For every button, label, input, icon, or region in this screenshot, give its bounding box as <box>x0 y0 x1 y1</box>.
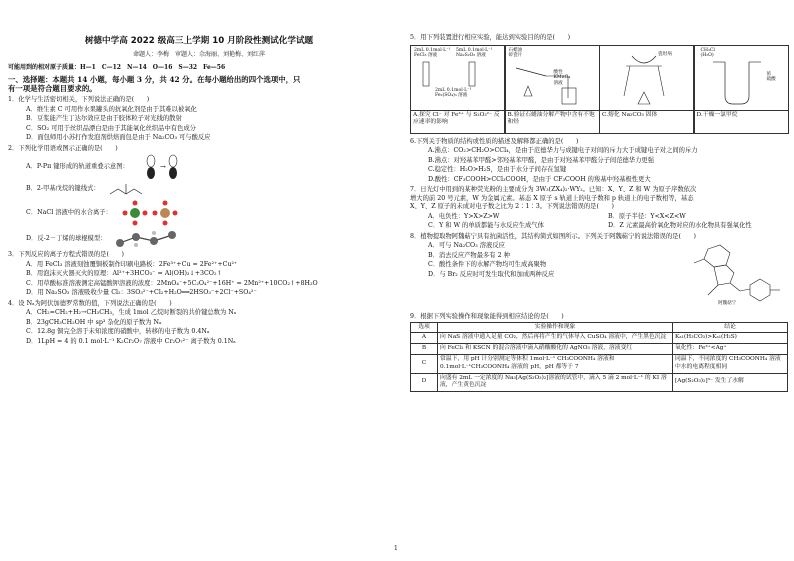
q2-option-a <box>26 154 390 180</box>
q7-line-3: X、Y、Z 原子的未成对电子数之比为 2∶1∶3。下列说法错误的是( ) <box>410 203 614 210</box>
q7-option-b: B．原子半径：Y<X<Z<W <box>608 212 686 220</box>
q2-option-d-text: D．反-2－丁烯的球棍模型： <box>26 234 107 242</box>
q6-stem: 6.下列关于物质的结构或性质的描述及解释都正确的是( ) <box>410 137 579 145</box>
q9-row-d-operation: 向盛有 2mL 一定浓度的 Na₃[Ag(S₂O₃)₂]溶液的试管中，滴入 5 滴 2 mol·L⁻¹ 的 KI 溶液，产生黄色沉淀 <box>438 373 673 392</box>
q9-row-d-conclusion: [Ag(S₂O₃)₂]³⁻ 发生了水解 <box>673 373 788 392</box>
q3-option-a: A．用 FeCl₃ 溶液刻蚀覆铜板制作印刷电路板：2Fe³⁺+Cu = 2Fe²⁺+Cu²⁺ <box>26 260 238 268</box>
ball-and-stick-model <box>114 229 184 249</box>
q4-option-a: A．CH₂=CH₂+H₂→CH₃CH₃，生成 1mol 乙烷时断裂的共价键总数为 Nₐ <box>26 309 237 317</box>
q3-stem: 3．下列反应的离子方程式错误的是( ) <box>8 251 124 259</box>
question-1 <box>8 96 390 143</box>
q1-option-c: C．SO₂ 可用于丝织品漂白是由于其能氧化丝织品中有色成分 <box>26 124 196 132</box>
apparatus-a-caption: A.探究 Cl⁻ 对 Fe³⁺ 与 S₂O₃²⁻ 反应速率的影响 <box>413 111 500 126</box>
q1-option-b: B．豆浆能产生丁达尔效应是由于胶体粒子对光线的散射 <box>26 115 182 123</box>
table-row <box>411 354 788 373</box>
label-c1: 瓷坩埚 <box>658 51 672 57</box>
q9-row-b-operation: 向 FeCl₂ 和 KSCN 的混合溶液中滴入硝酸酸化的 AgNO₃ 溶液，溶液变红 <box>438 344 673 355</box>
question-3 <box>8 251 390 298</box>
skeletal-formula-diagram <box>108 181 148 197</box>
q9-header-row <box>411 322 788 333</box>
q8-options <box>410 241 678 311</box>
table-row <box>411 373 788 392</box>
q8-structure <box>678 241 788 311</box>
label-a4: Na₂S₂O₃ 溶液 <box>456 53 486 58</box>
q4-option-b: B．23gCH₃CH₂OH 中 sp³ 杂化的原子数为 Nₐ <box>26 318 162 326</box>
q2-stem: 2．下列化学用语或图示正确的是( ) <box>8 144 118 152</box>
test-tubes-drawing <box>411 46 501 110</box>
q4-stem: 4．设 Nₐ为阿伏加德罗常数的值，下列说法正确的是( ) <box>8 299 172 307</box>
q2-option-b <box>26 181 390 197</box>
q9-row-c-conclusion: 同温下，不同浓度的 CH₃COONH₄ 溶液中水的电离程度相同 <box>673 354 788 373</box>
label-d3: 浓 <box>766 71 772 77</box>
q9-row-c-operation: 常温下，用 pH 计分别测定等体积 1mol·L⁻¹ CH₃COONH₄ 溶液和 0.1mol·L⁻¹CH₃COONH₄ 溶液的 pH，pH 都等于 7 <box>438 354 673 373</box>
q2-option-a-text: A．P-Pπ 键形成的轨道重叠示意图： <box>26 162 129 170</box>
question-8 <box>410 233 788 312</box>
q9-row-d-option: D <box>411 373 438 392</box>
apparatus-d <box>694 45 789 134</box>
q8-option-a: A．可与 Na₂CO₃ 溶液反应 <box>428 242 505 249</box>
label-b3: 酸性 <box>553 69 563 75</box>
atomic-masses: 可能用到的相对原子质量：H—1 C—12 N—14 O—16 S—32 Fe—56 <box>8 63 226 71</box>
apparatus-d-figure <box>695 46 788 111</box>
label-a3: 5mL 0.1mol·L⁻¹ <box>456 47 493 53</box>
apparatus-c-caption: C.熔化 Na₂CO₃ 固体 <box>602 111 658 118</box>
q4-option-d: D．1LpH = 4 的 0.1 mol·L⁻¹ K₂Cr₂O₇ 溶液中 Cr₂O₇²⁻ 离子数为 0.1Nₐ <box>26 337 236 345</box>
q9-row-a-conclusion: Kₐ₁(H₂CO₃)>Kₐ₁(H₂S) <box>673 333 788 344</box>
q1-option-a: A．维生素 C 可用作水果罐头的抗氧化剂是由于其难以被氧化 <box>26 105 197 113</box>
q1-option-d: D．面包师用小苏打作发泡剂烘焙面包是由于 Na₂CO₃ 可与酸反应 <box>26 134 211 142</box>
apparatus-b-figure <box>506 46 599 111</box>
q6-option-d: D.酸性：CF₃COOH>CCl₃COOH，是由于 CF₃COOH 的羧基中羟基极性更大 <box>428 175 651 183</box>
table-row <box>411 333 788 344</box>
hydrated-ion-diagram <box>120 198 180 228</box>
q8-option-b: B．消去反应产物最多有 2 种 <box>428 251 510 259</box>
q9-row-c-option: C <box>411 354 438 373</box>
svg-text:→: → <box>159 163 166 172</box>
q9-header-operation: 实验操作和现象 <box>438 322 673 333</box>
apparatus-a-figure <box>411 46 504 111</box>
q9-row-a-operation: 向 NaS 溶液中通入足量 CO₂，然后再将产生的气体导入 CuSO₄ 溶液中，产生黑色沉淀 <box>438 333 673 344</box>
q6-option-c: C.稳定性：H₂O>H₂S，是由于水分子间存在氢键 <box>428 166 567 173</box>
apparatus-a <box>410 45 505 134</box>
exam-title: 树德中学高 2022 级高三上学期 10 月阶段性测试化学试题 <box>84 36 314 46</box>
question-5 <box>410 34 788 134</box>
page-number: 1 <box>394 545 398 552</box>
question-6 <box>410 138 788 185</box>
label-b4: KMnO₄ <box>553 75 571 80</box>
q9-header-conclusion: 结论 <box>673 322 788 333</box>
label-a2: FeCl₃ 溶液 <box>414 53 438 58</box>
cracking-apparatus-drawing <box>506 46 596 110</box>
apparatus-d-caption: D.干燥一氯甲烷 <box>696 111 738 118</box>
q3-option-b: B．用泡沫灭火器灭火的原理：Al³⁺+3HCO₃⁻ = Al(OH)₃↓+3CO₂↑ <box>26 270 222 278</box>
q3-option-c: C．用草酸标准溶液测定高锰酸钾溶液的浓度：2MnO₄⁻+5C₂O₄²⁻+16H⁺ = 2Mn²⁺+10CO₂↑+8H₂O <box>26 279 318 287</box>
apparatus-row <box>410 45 788 134</box>
question-7 <box>410 186 788 231</box>
q8-body <box>410 241 788 311</box>
section-line-2: 有一项是符合题目要求的。 <box>8 84 97 94</box>
q7-line-2: 增大的前 20 号元素，W 为金属元素。基态 X 原子 s 轨道上的电子数和 p 轨道上的电子数相等，基态 <box>410 194 694 202</box>
q9-table <box>410 322 788 393</box>
q9-row-b-conclusion: 氧化性：Fe³⁺<Ag⁺ <box>673 344 788 355</box>
label-b2: 碎瓷片 <box>508 53 523 58</box>
q6-option-a: A.沸点：CO₂>CH₂O>CCl₄，是由于范德华力与成键电子对间的斥力大于成键电子对之间的斥力 <box>428 147 698 154</box>
q7-options-ab <box>428 213 788 222</box>
label-d2: (H₂O) <box>700 53 714 58</box>
q8-option-c: C．酸性条件下的水解产物均可生成高聚物 <box>428 261 547 268</box>
left-column <box>8 0 390 561</box>
apparatus-c-figure <box>600 46 693 111</box>
author-line: 命题人：李梅 审题人：佘海丽、刘艳梅、刘红萍 <box>132 50 265 58</box>
q1-stem: 1．化学与生活密切相关，下列说法正确的是( ) <box>8 96 150 104</box>
q7-option-a: A．电负性：Y>X>Z>W <box>428 212 500 220</box>
label-a5: 2mL 0.1mol·L⁻¹ <box>435 87 472 93</box>
label-a6: Fe₂(SO₄)₃ 溶液 <box>435 93 468 98</box>
table-row <box>411 344 788 355</box>
q9-header-option: 选项 <box>411 322 438 333</box>
apparatus-b <box>505 45 600 134</box>
q9-row-a-option: A <box>411 333 438 344</box>
q5-stem: 5．用下列装置进行相应实验，能达到实验目的的是( ) <box>410 34 571 41</box>
label-b5: 溶液 <box>553 80 563 86</box>
q9-stem: 9．根据下列实验操作和现象能得到相应结论的是( ) <box>410 313 564 320</box>
u-tube-drawing <box>695 46 785 110</box>
q2-option-c-text: C．NaCl 溶液中的水合离子： <box>26 208 112 216</box>
section-line-1: 一、选择题：本题共 14 小题，每小题 3 分，共 42 分。在每小题给出的四个选项中，只 <box>8 74 301 84</box>
q9-row-b-option: B <box>411 344 438 355</box>
label-b1: 石蜡油 <box>508 47 523 53</box>
q2-option-d <box>26 229 390 249</box>
apparatus-c <box>599 45 694 134</box>
q8-stem: 8．植物提取物阿魏萜宁具有抗菌活性，其结构简式如图所示。下列关于阿魏萜宁的说法错误的是( ) <box>410 232 696 240</box>
section-heading <box>8 75 390 94</box>
q6-option-b: B.沸点：对羟基苯甲醛>邻羟基苯甲醛，是由于对羟基苯甲醛分子间范德华力更强 <box>428 156 654 164</box>
label-a1: 2mL 0.1mol·L⁻¹ <box>414 47 451 53</box>
question-9 <box>410 313 788 392</box>
label-d4: 硫酸 <box>766 77 776 82</box>
q4-option-c: C．12.8g 铜完全溶于未知浓度的硝酸中，转移的电子数为 0.4Nₐ <box>26 328 210 336</box>
structure-caption: 阿魏萜宁 <box>718 301 737 306</box>
q7-stem: 7．日光灯中用到的某种荧光粉的主要成分为 3W₃(ZX₄)₂·WY₂。已知：X、Y、Z 和 W 为原子序数依次 <box>410 186 697 193</box>
structure-formula-drawing <box>678 241 788 303</box>
q7-option-d: D．Z 元素最高价氧化物对应的水化物具有强氧化性 <box>608 222 752 229</box>
label-d1: CH₃Cl <box>700 47 715 53</box>
q2-option-c <box>26 198 390 228</box>
crucible-drawing <box>600 46 690 110</box>
p-orbital-overlap-diagram <box>137 154 187 180</box>
q7-options-cd <box>428 222 788 231</box>
question-2 <box>8 145 390 250</box>
apparatus-b-caption: B.验证石蜡油分解产物中含有不饱和烃 <box>507 111 595 126</box>
right-column <box>410 0 788 561</box>
q3-option-d: D．用 Na₂SO₃ 溶液吸收少量 Cl₂：3SO₃²⁻+Cl₂+H₂O══2HSO₃⁻+2Cl⁻+SO₄²⁻ <box>26 289 257 297</box>
q7-option-c: C．Y 和 W 的单质都能与水反应生成气体 <box>428 222 544 229</box>
q8-option-d: D．与 Br₂ 反应时可发生取代和加成两种反应 <box>428 270 555 278</box>
q2-option-b-text: B．2-甲基戊烷的键线式： <box>26 184 100 192</box>
question-4 <box>8 300 390 347</box>
